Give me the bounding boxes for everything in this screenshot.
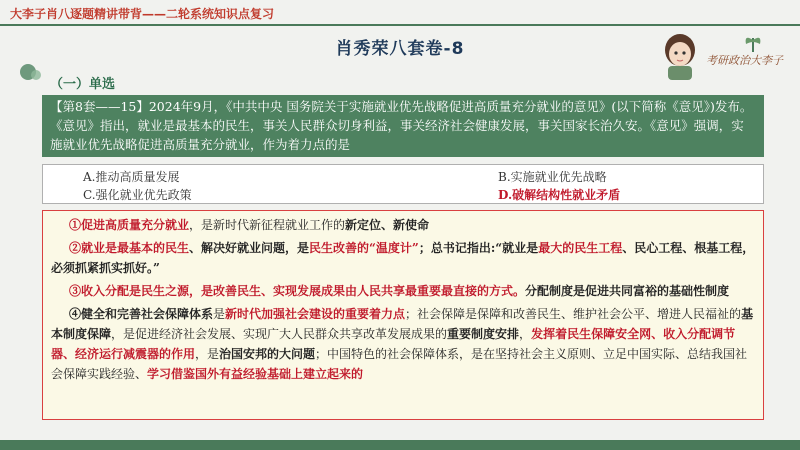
p2-highlight-a: ②就业是最基本的民生 <box>69 241 190 255</box>
p4-highlight-a: 新时代加强社会建设的重要着力点 <box>225 307 406 321</box>
options-box <box>42 164 764 204</box>
p4-bold-c: 重要制度安排 <box>447 327 520 341</box>
p3-highlight: ③收入分配是民生之源 <box>69 284 190 298</box>
question-stem: 【第8套——15】2024年9月，《中共中央 国务院关于实施就业优先战略促进高质量充分就业的意见》(以下简称《意见》)发布。《意见》指出，就业是最基本的民生，事关人民群众切身利益，事关经济社会健康发展，事关国家长治久安。《意见》强调，实施就业优先战略促进高质量充分就业，作为着力点的是 <box>42 95 764 157</box>
avatar-icon <box>652 30 708 80</box>
section-deco-icon <box>18 60 44 84</box>
brand-name: 考研政治大李子 <box>706 54 783 67</box>
p4-text-b: ；社会保障是保障和改善民生、维护社会公平、增进人民福祉的 <box>405 307 742 321</box>
p4-text-d: ， <box>519 327 532 341</box>
option-c[interactable]: C.强化就业优先政策 <box>83 188 192 202</box>
option-b[interactable]: B.实施就业优先战略 <box>498 170 607 184</box>
top-divider <box>0 24 800 26</box>
p2-text-a: 、解决好就业问题，是 <box>189 241 310 255</box>
p2-highlight-b: 民生改善的“温度计” <box>309 241 419 255</box>
series-title: 大李子肖八逐题精讲带背——二轮系统知识点复习 <box>10 7 275 21</box>
p4-highlight-b: 发挥着民生保障安全网、收入分配调节器、经济运行减震器的作用 <box>51 327 736 361</box>
option-d-correct[interactable]: D.破解结构性就业矛盾 <box>498 188 621 202</box>
p1-highlight: ①促进高质量充分就业 <box>69 218 190 232</box>
explanation-point-2 <box>51 238 755 278</box>
explanation-point-4 <box>51 304 755 384</box>
option-a[interactable]: A.推动高质量发展 <box>83 170 180 184</box>
p4-bold-a: ④健全和完善社会保障体系 <box>69 307 214 321</box>
p3-bold: 分配制度是促进共同富裕的基础性制度 <box>525 284 730 298</box>
p4-text-c: ，是促进经济社会发展、实现广大人民群众共享改革发展成果的 <box>111 327 448 341</box>
p4-text-a: 是 <box>213 307 226 321</box>
p4-text-f: ；中国特色的社会保障体系，是在坚持社会主义原则、立足中国实际、总结我国社会保障实践经验、 <box>51 347 748 381</box>
answer-explanation <box>42 210 764 420</box>
p4-bold-d: 治国安邦的大问题 <box>219 347 316 361</box>
p4-bold-b: 基本制度保障 <box>51 307 754 341</box>
p2-text-b: ；总书记指出:“就业是 <box>418 241 539 255</box>
bottom-bar <box>0 440 800 450</box>
section-heading: （一）单选 <box>50 77 116 92</box>
explanation-point-3 <box>51 281 755 301</box>
explanation-point-1 <box>51 215 755 235</box>
brand-leaf-icon <box>738 30 768 54</box>
p1-text: ，是新时代新征程就业工作的 <box>189 218 346 232</box>
slide-title: 肖秀荣八套卷-8 <box>335 39 465 59</box>
p4-text-e: ，是 <box>195 347 220 361</box>
p3-text: ，是改善民生、实现发展成果由人民共享最重要最直接的方式。 <box>189 284 526 298</box>
p2-highlight-c: 最大的民生工程 <box>538 241 623 255</box>
p1-bold: 新定位、新使命 <box>345 218 430 232</box>
p4-highlight-c: 学习借鉴国外有益经验基础上建立起来的 <box>147 367 364 381</box>
p2-text-c: 、民心工程、根基工程，必须抓紧抓实抓好。” <box>51 241 755 275</box>
